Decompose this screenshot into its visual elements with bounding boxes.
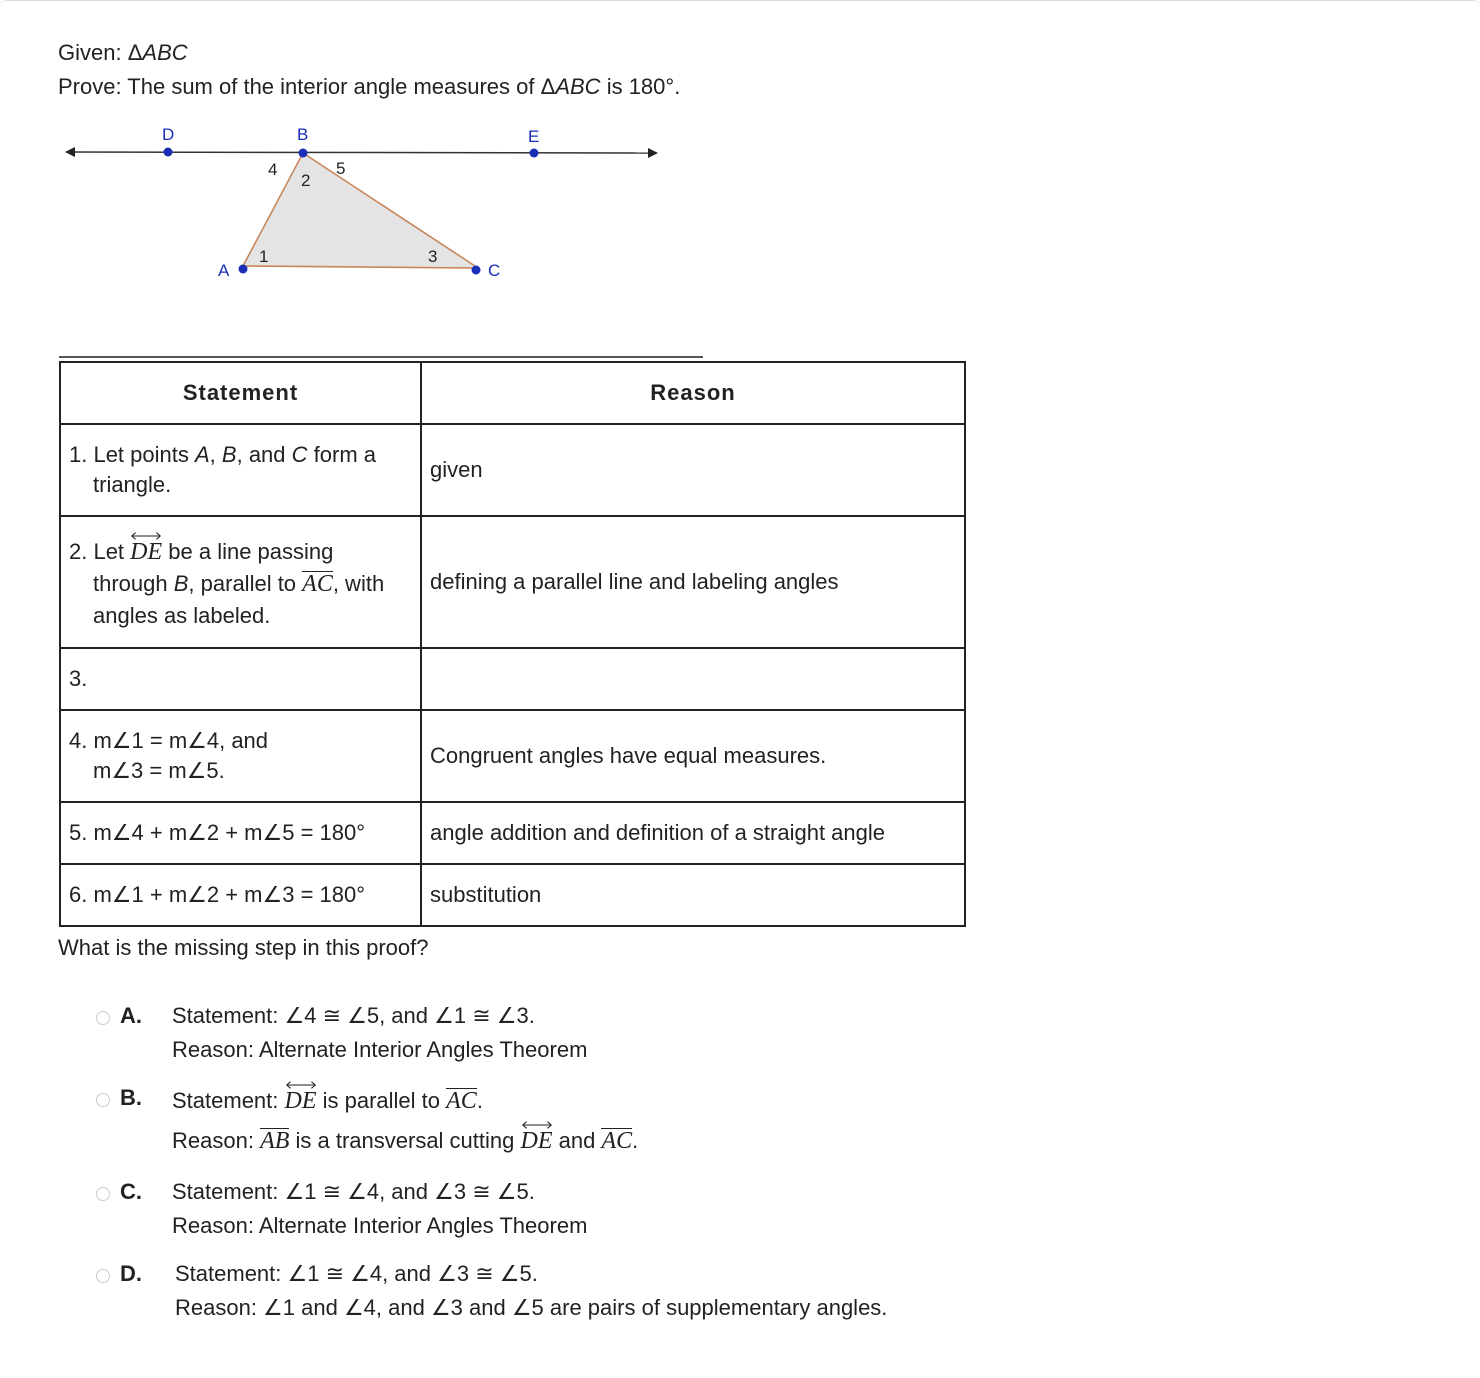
statement-header: Statement [60,362,421,424]
choice-letter: D. [120,1261,142,1286]
triangle-figure [55,116,675,286]
var-c: C [291,442,308,467]
choice-statement: Statement: ∠4 ≅ ∠5, and ∠1 ≅ ∠3. [172,1003,535,1028]
point-c [472,266,481,275]
text: DE [284,1088,317,1114]
angle-5-label: 5 [336,159,346,178]
statement-cell [60,710,421,802]
radio-button[interactable] [96,1011,110,1025]
segment-ac-notation: AC [446,1088,477,1114]
statement-cell: 5. m∠4 + m∠2 + m∠5 = 180° [60,802,421,864]
table-row [60,864,965,926]
content-column [58,36,1058,1339]
angle-1-label: 1 [259,247,269,266]
triangle-name: ABC [555,74,601,99]
table-row [60,710,965,802]
reason-cell: angle addition and definition of a straight angle [421,802,965,864]
var-b: B [221,442,237,467]
given-label: Given: [58,40,128,65]
text: , with angles as labeled. [93,570,385,628]
text: 2. Let [69,538,131,564]
text: is parallel to [316,1088,447,1113]
triangle-abc [243,153,478,268]
choice-reason: Reason: Alternate Interior Angles Theorem [172,1213,588,1238]
reason-cell: defining a parallel line and labeling angles [421,516,965,648]
angle-2-label: 2 [301,171,311,190]
reason-header: Reason [421,362,965,424]
question-text: What is the missing step in this proof? [58,935,429,960]
point-b [299,149,308,158]
triangle-symbol: Δ [540,74,556,99]
text: DE [130,538,163,565]
text: . [476,1088,483,1113]
radio-button[interactable] [96,1187,110,1201]
text: , and [236,442,292,467]
choice-letter: A. [120,1003,142,1028]
choice-letter: B. [120,1085,142,1110]
angle-3-label: 3 [428,247,438,266]
choice-statement [172,1081,638,1121]
label-e: E [528,127,540,146]
choice-reason: Reason: ∠1 and ∠4, and ∠3 and ∠5 are pairs of supplementary angles. [175,1295,888,1320]
radio-button[interactable] [96,1269,110,1283]
text: Reason: [172,1128,261,1153]
arrow-right-icon [648,148,658,158]
line-de-notation [285,1082,317,1112]
statement-cell [60,516,421,648]
choice-statement: Statement: ∠1 ≅ ∠4, and ∠3 ≅ ∠5. [175,1261,538,1286]
triangle-symbol: Δ [127,40,143,65]
prove-label: Prove: The sum of the interior angle measures of [58,74,541,99]
choice-reason [172,1121,638,1161]
var-a: A [194,442,210,467]
choice-reason: Reason: Alternate Interior Angles Theorem [172,1037,588,1062]
prove-tail: is 180°. [600,74,681,99]
text: , parallel to [188,570,303,596]
table-row [60,516,965,648]
table-row [60,648,965,710]
segment-ac-notation: AC [601,1128,633,1154]
point-d [164,148,173,157]
line-de-notation [521,1122,553,1152]
proof-table [59,361,966,927]
statement-cell: 3. [60,648,421,710]
label-d: D [162,125,175,144]
prove-line [58,70,1058,104]
text: 4. m∠1 = m∠4, and [69,728,269,753]
radio-button[interactable] [96,1093,110,1107]
var-b: B [173,570,189,596]
choice-statement: Statement: ∠1 ≅ ∠4, and ∠3 ≅ ∠5. [172,1179,535,1204]
text: is a transversal cutting [289,1128,521,1153]
text: 1. Let points [69,442,195,467]
angle-4-label: 4 [268,160,278,179]
text: form a triangle. [93,442,376,497]
text: Statement: [172,1088,285,1113]
reason-cell: given [421,424,965,516]
answer-choices [96,999,1058,1325]
text: , [209,442,222,467]
table-row [60,424,965,516]
arrow-left-icon [65,147,75,157]
label-a: A [218,261,230,280]
choice-letter: C. [120,1179,142,1204]
choice-c[interactable] [96,1175,1058,1243]
page-border [0,0,1480,7]
triangle-name: ABC [142,40,188,65]
segment-ac-notation: AC [302,570,333,597]
given-line [58,36,1058,70]
text: and [552,1128,602,1153]
reason-cell: substitution [421,864,965,926]
text: be a line passing through [93,538,334,596]
text: DE [520,1128,553,1154]
text: . [632,1128,639,1153]
statement-cell: 6. m∠1 + m∠2 + m∠3 = 180° [60,864,421,926]
reason-cell: Congruent angles have equal measures. [421,710,965,802]
statement-cell [60,424,421,516]
label-c: C [488,261,501,280]
label-b: B [297,125,309,144]
reason-cell [421,648,965,710]
table-row [60,802,965,864]
choice-b[interactable] [96,1081,1058,1161]
line-de-notation [130,533,162,563]
choice-a[interactable] [96,999,1058,1067]
divider [59,356,703,358]
point-a [239,265,248,274]
line-de [71,152,653,153]
choice-d[interactable] [96,1257,1058,1325]
point-e [530,149,539,158]
segment-ab-notation: AB [260,1128,290,1154]
text: m∠3 = m∠5. [93,758,225,783]
